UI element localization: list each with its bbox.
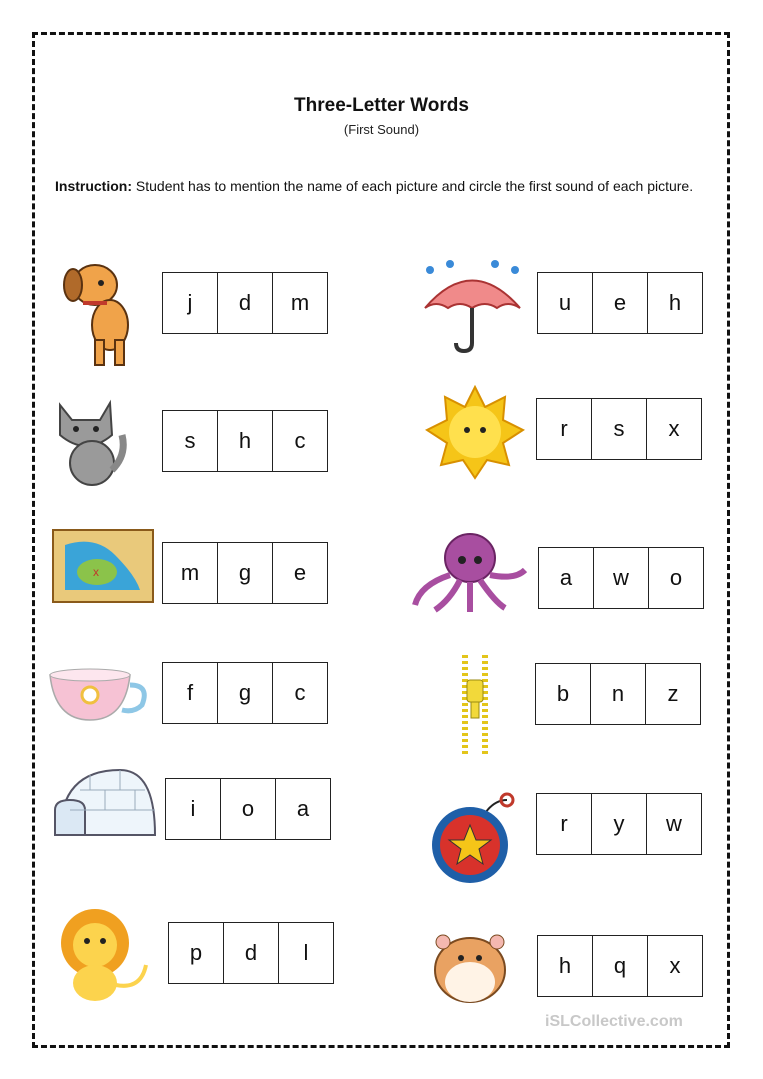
svg-text:x: x — [93, 565, 99, 579]
letter-option[interactable]: g — [218, 543, 273, 603]
letter-option[interactable]: x — [669, 953, 681, 978]
letter-option[interactable]: w — [594, 548, 649, 608]
igloo-picture — [50, 765, 160, 840]
hamster-picture — [425, 920, 515, 1005]
letter-option[interactable]: d — [224, 923, 279, 983]
letter-box-igloo — [165, 778, 331, 840]
letter-box-lion — [168, 922, 334, 984]
letter-box-yoyo — [536, 793, 702, 855]
letter-box-cat — [162, 410, 328, 472]
letter-option[interactable]: l — [303, 940, 309, 965]
sun-picture — [425, 385, 525, 480]
letter-box-hamster — [537, 935, 703, 997]
letter-option[interactable]: a — [539, 548, 594, 608]
letter-option[interactable]: m — [163, 543, 218, 603]
letter-option[interactable]: g — [218, 663, 273, 723]
letter-box-sun — [536, 398, 702, 460]
letter-option[interactable]: h — [668, 290, 682, 315]
letter-box-octopus — [538, 547, 704, 609]
instruction-text: Student has to mention the name of each picture and circle the first sound of each picture. — [132, 178, 694, 194]
cup-picture — [45, 665, 155, 725]
map-picture — [45, 520, 160, 615]
letter-option[interactable]: j — [163, 273, 218, 333]
letter-option[interactable]: a — [296, 796, 310, 821]
letter-box-umbrella — [537, 272, 703, 334]
letter-box-zipper — [535, 663, 701, 725]
letter-option[interactable]: z — [667, 681, 679, 706]
cat-picture — [52, 395, 132, 490]
letter-option[interactable]: u — [538, 273, 593, 333]
letter-option[interactable]: o — [669, 565, 683, 590]
letter-option[interactable]: c — [294, 428, 306, 453]
letter-option[interactable]: s — [592, 399, 647, 459]
letter-option[interactable]: c — [294, 680, 306, 705]
letter-option[interactable]: b — [536, 664, 591, 724]
letter-option[interactable]: x — [668, 416, 680, 441]
letter-option[interactable]: y — [592, 794, 647, 854]
letter-option[interactable]: d — [218, 273, 273, 333]
worksheet-subtitle: (First Sound) — [343, 122, 420, 137]
letter-option[interactable]: q — [593, 936, 648, 996]
letter-option[interactable]: r — [537, 399, 592, 459]
letter-box-map — [162, 542, 328, 604]
letter-option[interactable]: h — [218, 411, 273, 471]
letter-option[interactable]: h — [538, 936, 593, 996]
letter-option[interactable]: f — [163, 663, 218, 723]
letter-option[interactable]: e — [293, 560, 307, 585]
letter-box-dog — [162, 272, 328, 334]
instruction-label: Instruction: — [55, 178, 132, 194]
yoyo-picture — [425, 790, 520, 885]
letter-option[interactable]: e — [593, 273, 648, 333]
letter-option[interactable]: p — [169, 923, 224, 983]
letter-option[interactable]: i — [166, 779, 221, 839]
letter-option[interactable]: n — [591, 664, 646, 724]
letter-box-cup — [162, 662, 328, 724]
umbrella-picture — [420, 258, 525, 353]
letter-option[interactable]: o — [221, 779, 276, 839]
letter-option[interactable]: m — [290, 290, 310, 315]
letter-option[interactable]: s — [163, 411, 218, 471]
zipper-picture — [455, 650, 495, 760]
lion-picture — [50, 905, 160, 1005]
worksheet-title: Three-Letter Words — [294, 95, 469, 116]
watermark: iSLCollective.com — [545, 1013, 683, 1030]
letter-option[interactable]: r — [537, 794, 592, 854]
letter-option[interactable]: w — [666, 811, 682, 836]
instruction — [55, 176, 715, 196]
dog-picture — [55, 255, 145, 370]
octopus-picture — [410, 530, 530, 615]
